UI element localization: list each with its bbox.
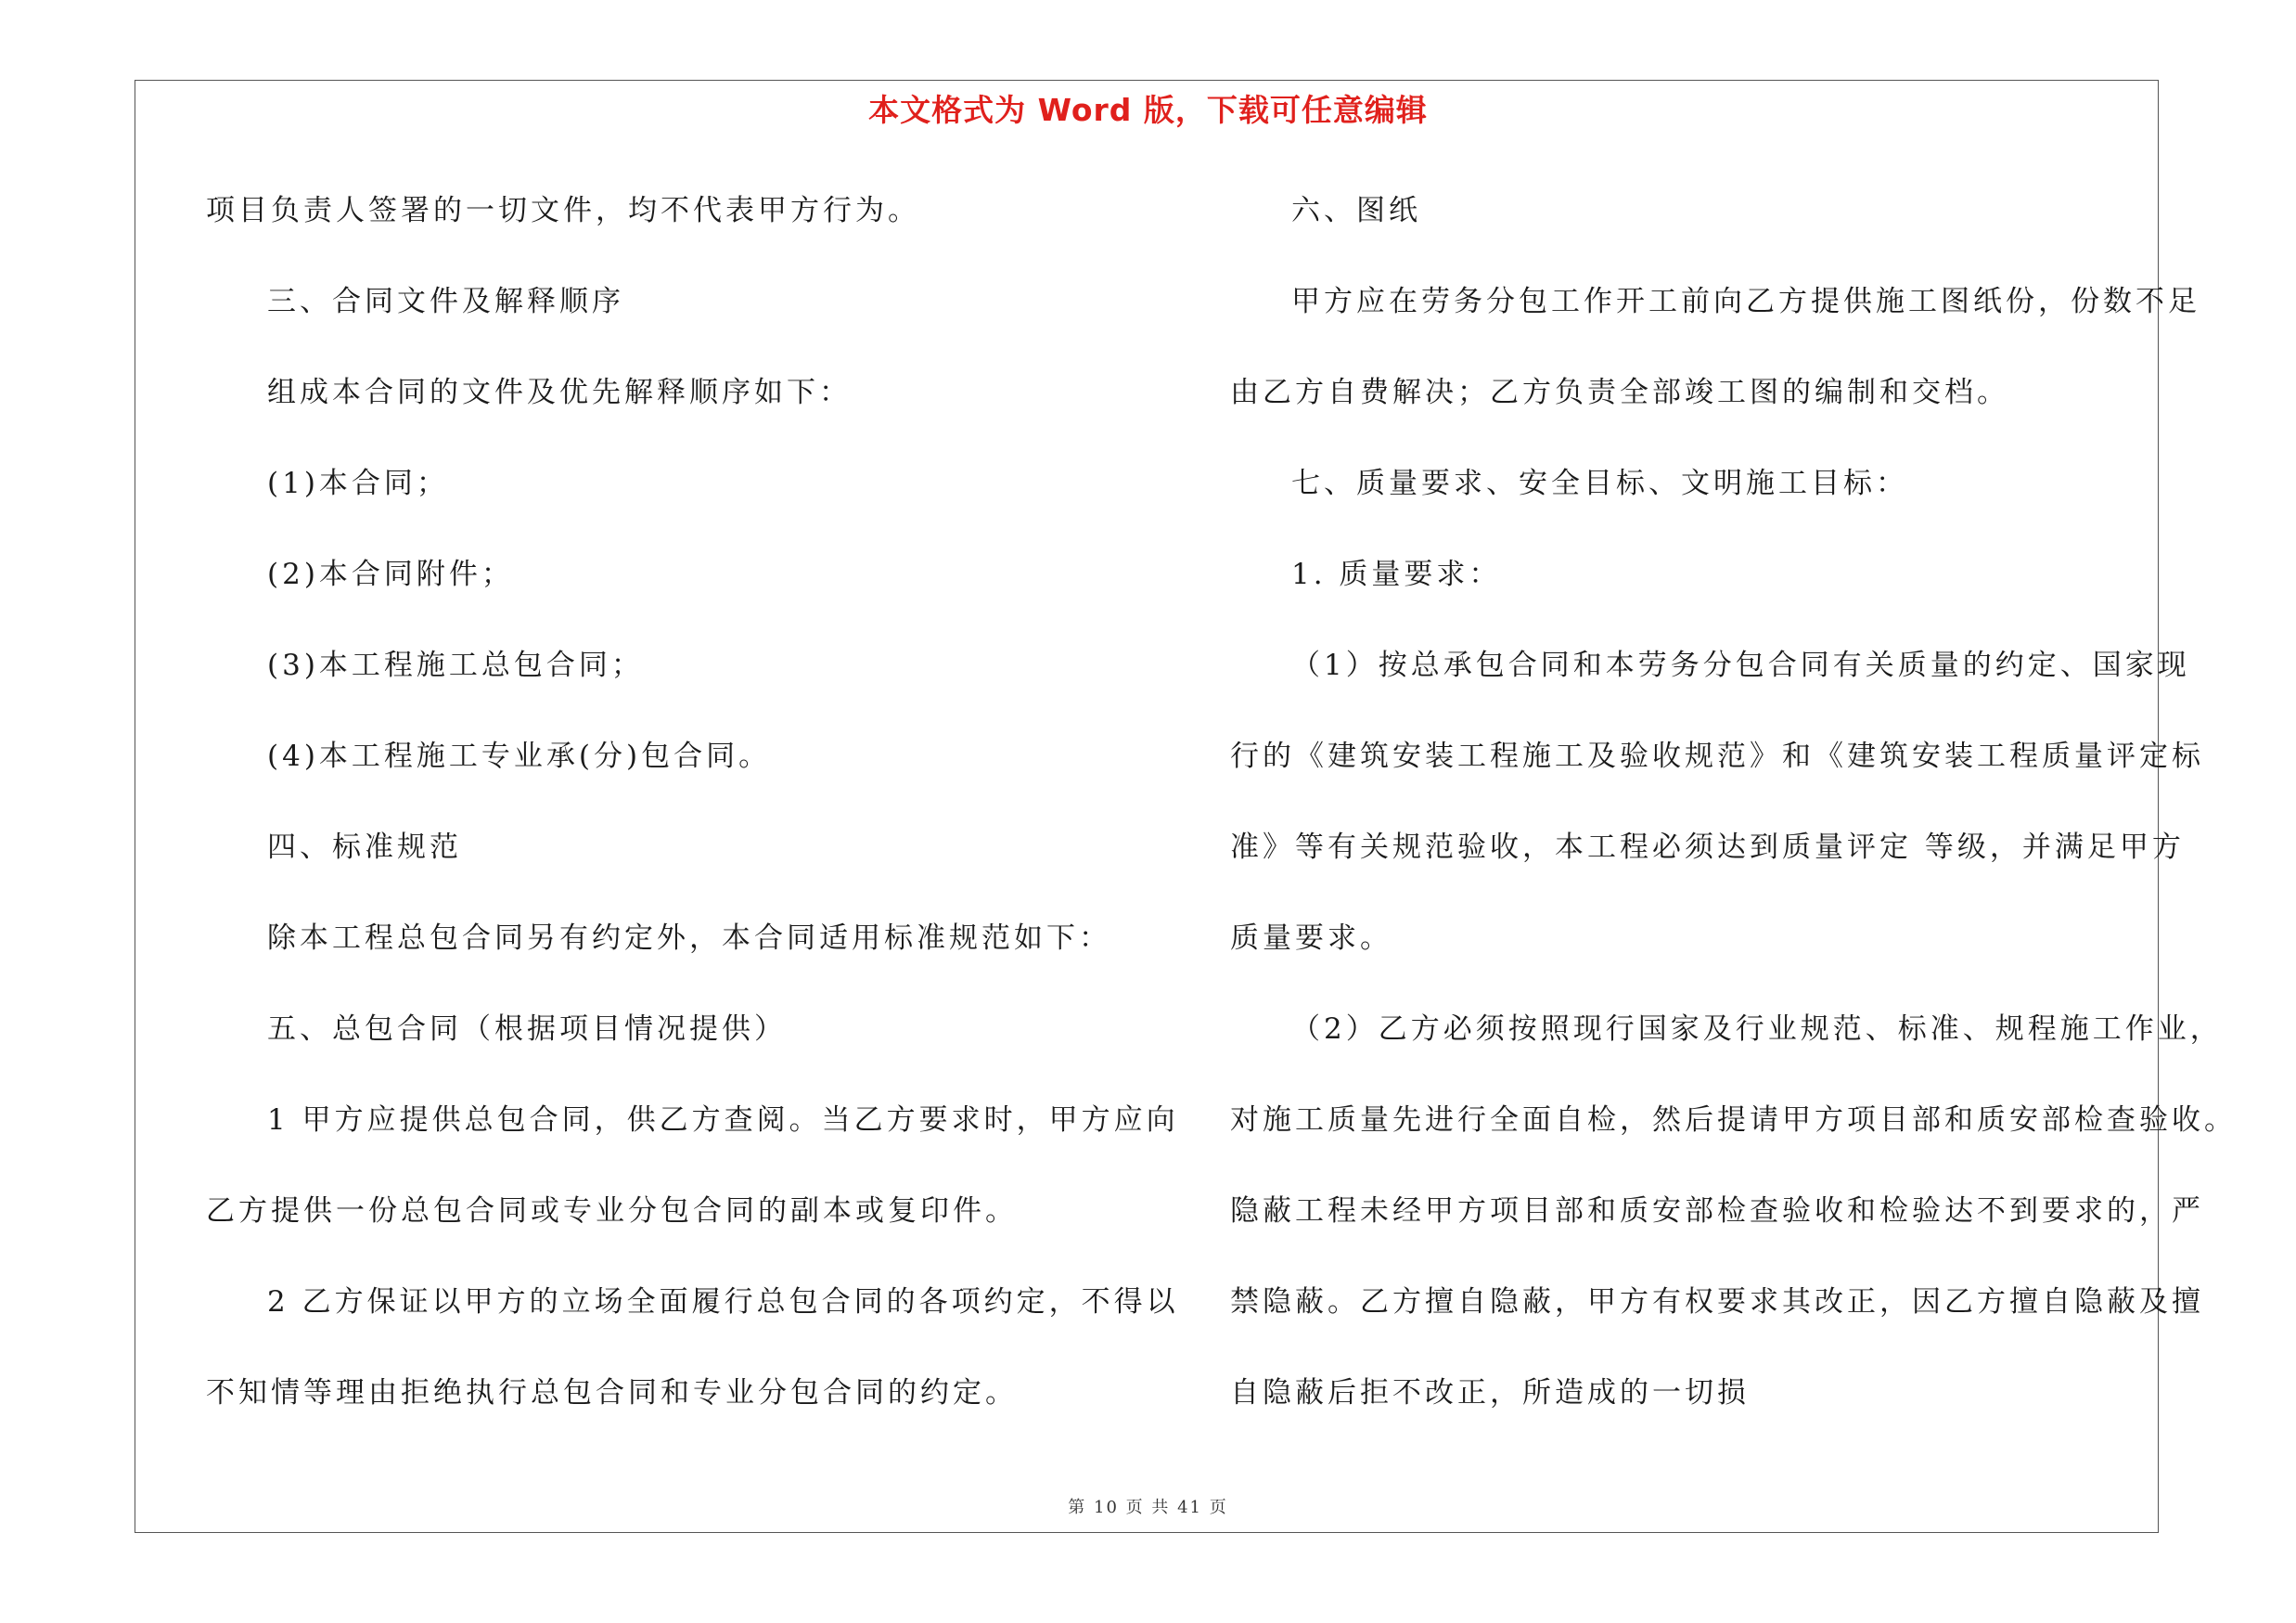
- list-item: (2)本合同附件；: [267, 558, 514, 591]
- subsection-heading: 1. 质量要求：: [1291, 558, 1502, 591]
- page-number-footer: 第 10 页 共 41 页: [1068, 1498, 1228, 1517]
- section-heading: 七、质量要求、安全目标、文明施工目标：: [1291, 467, 1908, 500]
- text-line: 禁隐蔽。乙方擅自隐蔽，甲方有权要求其改正，因乙方擅自隐蔽及擅: [1230, 1285, 2204, 1319]
- text-line: （1）按总承包合同和本劳务分包合同有关质量的约定、国家现: [1291, 649, 2190, 682]
- text-line: 不知情等理由拒绝执行总包合同和专业分包合同的约定。: [206, 1376, 1018, 1410]
- right-text-column: [1230, 183, 2237, 1456]
- text-line: 项目负责人签署的一切文件，均不代表甲方行为。: [206, 194, 920, 227]
- text-line: 准》等有关规范验收，本工程必须达到质量评定 等级，并满足甲方: [1230, 831, 2185, 864]
- list-item: (3)本工程施工总包合同；: [267, 649, 644, 682]
- text-line: 组成本合同的文件及优先解释顺序如下：: [267, 376, 852, 409]
- section-heading: 四、标准规范: [267, 831, 462, 864]
- text-line: 质量要求。: [1230, 921, 1392, 955]
- section-heading: 五、总包合同（根据项目情况提供）: [267, 1012, 787, 1046]
- text-line: （2）乙方必须按照现行国家及行业规范、标准、规程施工作业，: [1291, 1012, 2223, 1046]
- text-line: 自隐蔽后拒不改正，所造成的一切损: [1230, 1376, 1750, 1410]
- text-line: 对施工质量先进行全面自检，然后提请甲方项目部和质安部检查验收。: [1230, 1103, 2237, 1137]
- text-line: 行的《建筑安装工程施工及验收规范》和《建筑安装工程质量评定标: [1230, 740, 2204, 773]
- text-line: 乙方提供一份总包合同或专业分包合同的副本或复印件。: [206, 1194, 1018, 1228]
- section-heading: 六、图纸: [1291, 194, 1421, 227]
- text-line: 甲方应在劳务分包工作开工前向乙方提供施工图纸份，份数不足: [1291, 285, 2200, 318]
- text-line: 2 乙方保证以甲方的立场全面履行总包合同的各项约定，不得以: [267, 1285, 1179, 1319]
- text-line: 除本工程总包合同另有约定外，本合同适用标准规范如下：: [267, 921, 1111, 955]
- list-item: (1)本合同；: [267, 467, 449, 500]
- text-line: 由乙方自费解决；乙方负责全部竣工图的编制和交档。: [1230, 376, 2009, 409]
- text-line: 隐蔽工程未经甲方项目部和质安部检查验收和检验达不到要求的，严: [1230, 1194, 2204, 1228]
- section-heading: 三、合同文件及解释顺序: [267, 285, 624, 318]
- left-text-column: [206, 183, 1179, 1456]
- text-line: 1 甲方应提供总包合同，供乙方查阅。当乙方要求时，甲方应向: [267, 1103, 1179, 1137]
- list-item: (4)本工程施工专业承(分)包合同。: [267, 740, 772, 773]
- word-format-banner: 本文格式为 Word 版，下载可任意编辑: [868, 92, 1428, 128]
